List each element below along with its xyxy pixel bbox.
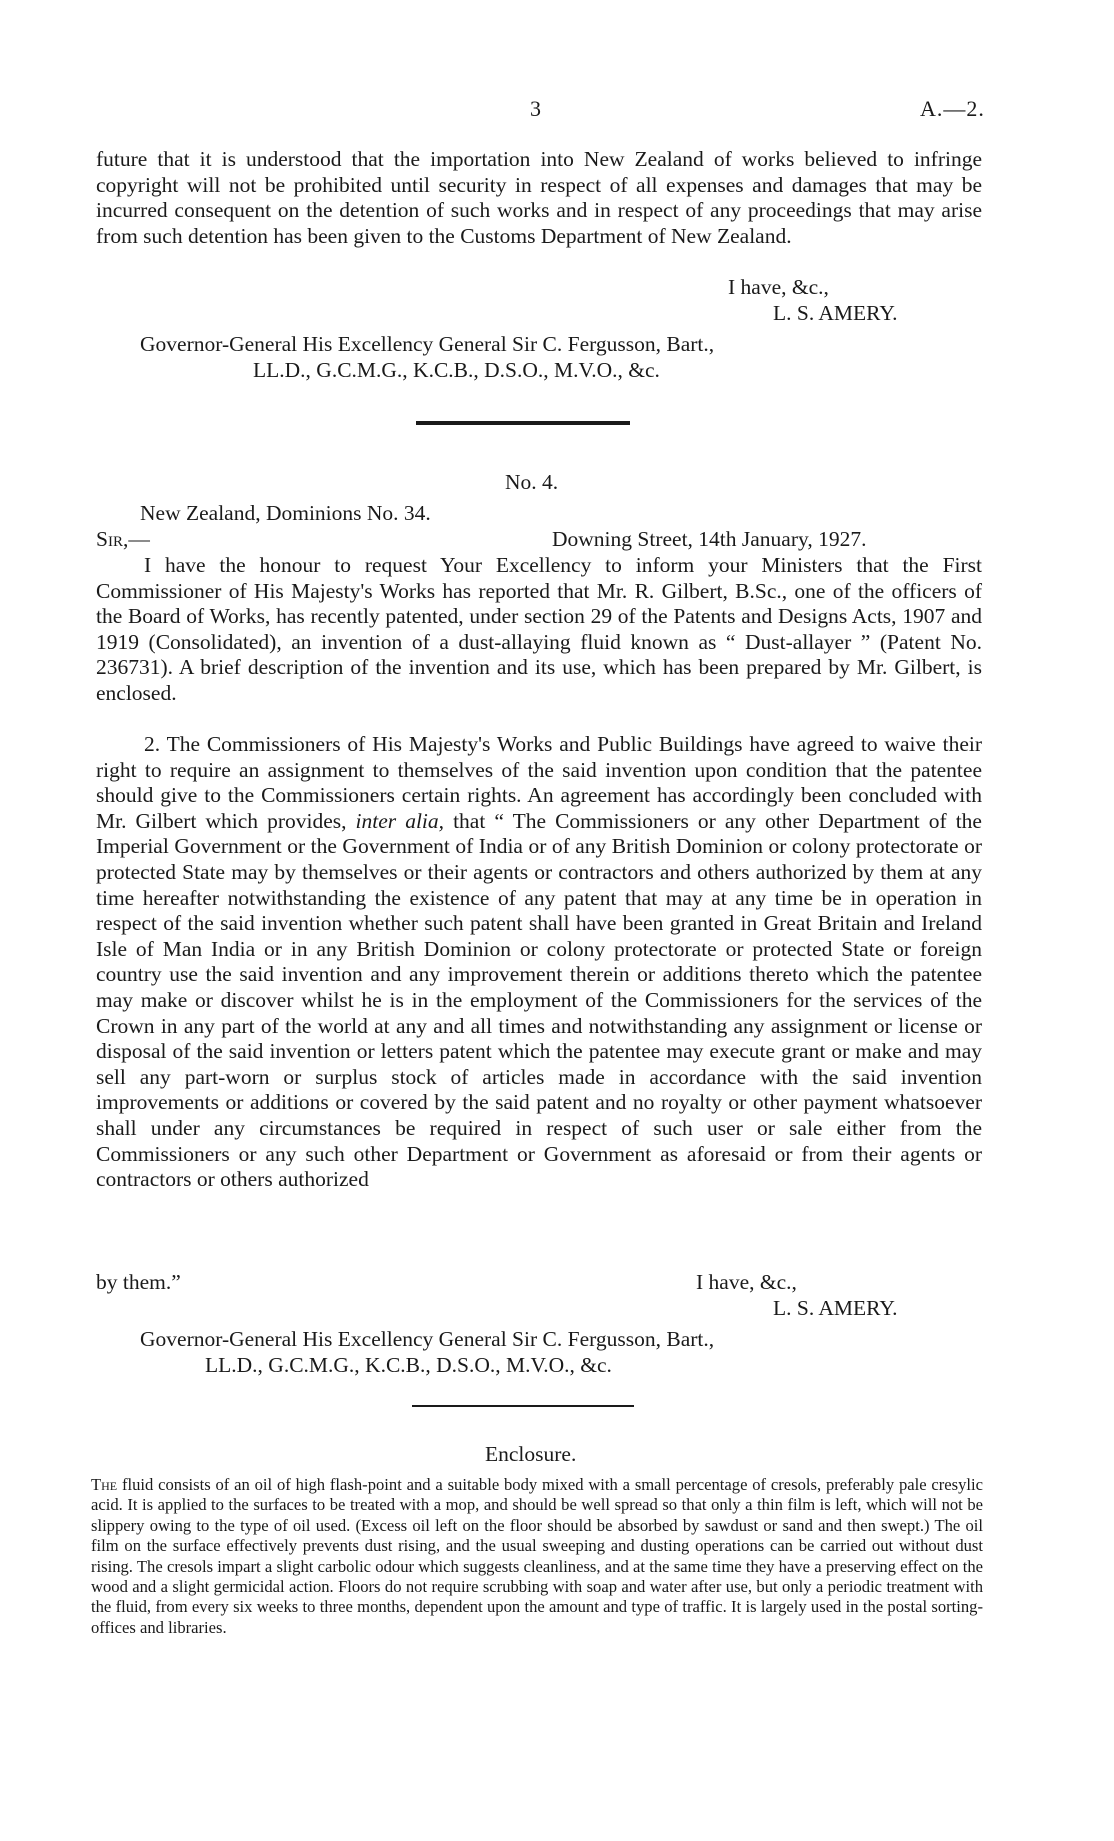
letter4-addressee-line2: LL.D., G.C.M.G., K.C.B., D.S.O., M.V.O., &c. <box>205 1353 612 1377</box>
document-reference: A.—2. <box>920 96 985 121</box>
paragraph-2-text-a: 2. The Commissioners of His Majesty's Works and Public Buildings have agreed to waive their right to require an assignment to themselves of the said invention upon condition that the patentee should give to the Commissioners certain rights. An agreement has accordingly been concluded with Mr. Gilbert which provides, <box>96 732 982 833</box>
letter4-date-line: Downing Street, 14th January, 1927. <box>552 527 867 551</box>
letter3-continuation: future that it is understood that the importation into New Zealand of works believed to infringe copyright will not be prohibited until security in respect of all expenses and damages that may be incurred consequent on the detention of such works and in respect of any proceedings that may arise from such detention has been given to the Customs Department of New Zealand. <box>96 147 982 248</box>
letter3-addressee-line2: LL.D., G.C.M.G., K.C.B., D.S.O., M.V.O., &c. <box>253 358 660 382</box>
enclosure-body: fluid consists of an oil of high flash-point and a suitable body mixed with a small percentage of cresols, preferably pale cresylic acid. It is applied to the surfaces to be treated with a mop, and should be well spread so that only a thin film is left, which will not be slippery owing to the type of oil used. (Excess oil left on the floor should be absorbed by sawdust or sand and then swept.) The oil film on the surface effectively prevents dust rising, and the usual sweeping and dusting operations can be carried out without dust rising. The cresols impart a slight carbolic odour which suggests cleanliness, and at the same time they have a preserving effect on the wood and a slight germicidal action. Floors do not require scrubbing with soap and water after use, but only a periodic treatment with the fluid, from every six weeks to three months, dependent upon the amount and type of traffic. It is largely used in the postal sorting-offices and libraries. <box>91 1475 983 1637</box>
letter4-paragraph-1: I have the honour to request Your Excellency to inform your Ministers that the First Commissioner of His Majesty's Works has reported that Mr. R. Gilbert, B.Sc., one of the officers of the Board of Works, has recently patented, under section 29 of the Patents and Designs Acts, 1907 and 1919 (Consolidated), an invention of a dust-allaying fluid known as “ Dust-allayer ” (Patent No. 236731). A brief description of the invention and its use, which has been prepared by Mr. Gilbert, is enclosed. <box>96 553 982 705</box>
section-divider-thin <box>412 1405 634 1407</box>
letter4-addressee-line1: Governor-General His Excellency General Sir C. Fergusson, Bart., <box>140 1327 715 1351</box>
paragraph-2-text-b: that “ The Commissioners or any other Department of the Imperial Government or the Government of India or of any British Dominion or colony protectorate or protected State may by themselves or their agents or contractors and others authorized by them at any time hereafter notwithstanding the existence of any patent that may at any time be in operation in respect of the said invention whether such patent shall have been granted in Great Britain and Ireland Isle of Man India or in any British Dominion or colony protectorate or protected State or foreign country use the said invention and any improvement therein or additions thereto which the patentee may make or discover whilst he is in the employment of the Commissioners for the services of the Crown in any part of the world at any and all times and notwithstanding any assignment or license or disposal of the said invention or letters patent which the patentee may execute grant or make and may sell any part-worn or surplus stock of articles made in accordance with the said invention improvements or additions or covered by the said patent and no royalty or other payment whatsoever shall under any circumstances be required in respect of such user or sale either from the Commissioners or any such other Department or Government as aforesaid or from their agents or contractors or others authorized <box>96 808 982 1192</box>
enclosure-heading: Enclosure. <box>485 1442 577 1466</box>
letter-number: No. 4. <box>505 470 559 494</box>
letter4-salutation: Sir,— <box>96 527 150 551</box>
letter4-signature: L. S. AMERY. <box>773 1296 898 1320</box>
letter3-addressee-line1: Governor-General His Excellency General Sir C. Fergusson, Bart., <box>140 332 715 356</box>
page-number: 3 <box>530 96 541 121</box>
enclosure-text <box>91 1475 983 1638</box>
section-divider-thick <box>416 421 630 425</box>
letter3-signature: L. S. AMERY. <box>773 301 898 325</box>
letter4-paragraph-2-last-line: by them.” <box>96 1270 181 1294</box>
letter4-closing: I have, &c., <box>696 1270 797 1294</box>
letter4-reference: New Zealand, Dominions No. 34. <box>140 501 431 525</box>
letter4-paragraph-2 <box>96 732 982 1193</box>
letter3-closing: I have, &c., <box>728 275 829 299</box>
paragraph-2-italic: inter alia, <box>355 808 445 833</box>
enclosure-lead-word: The <box>91 1475 118 1494</box>
